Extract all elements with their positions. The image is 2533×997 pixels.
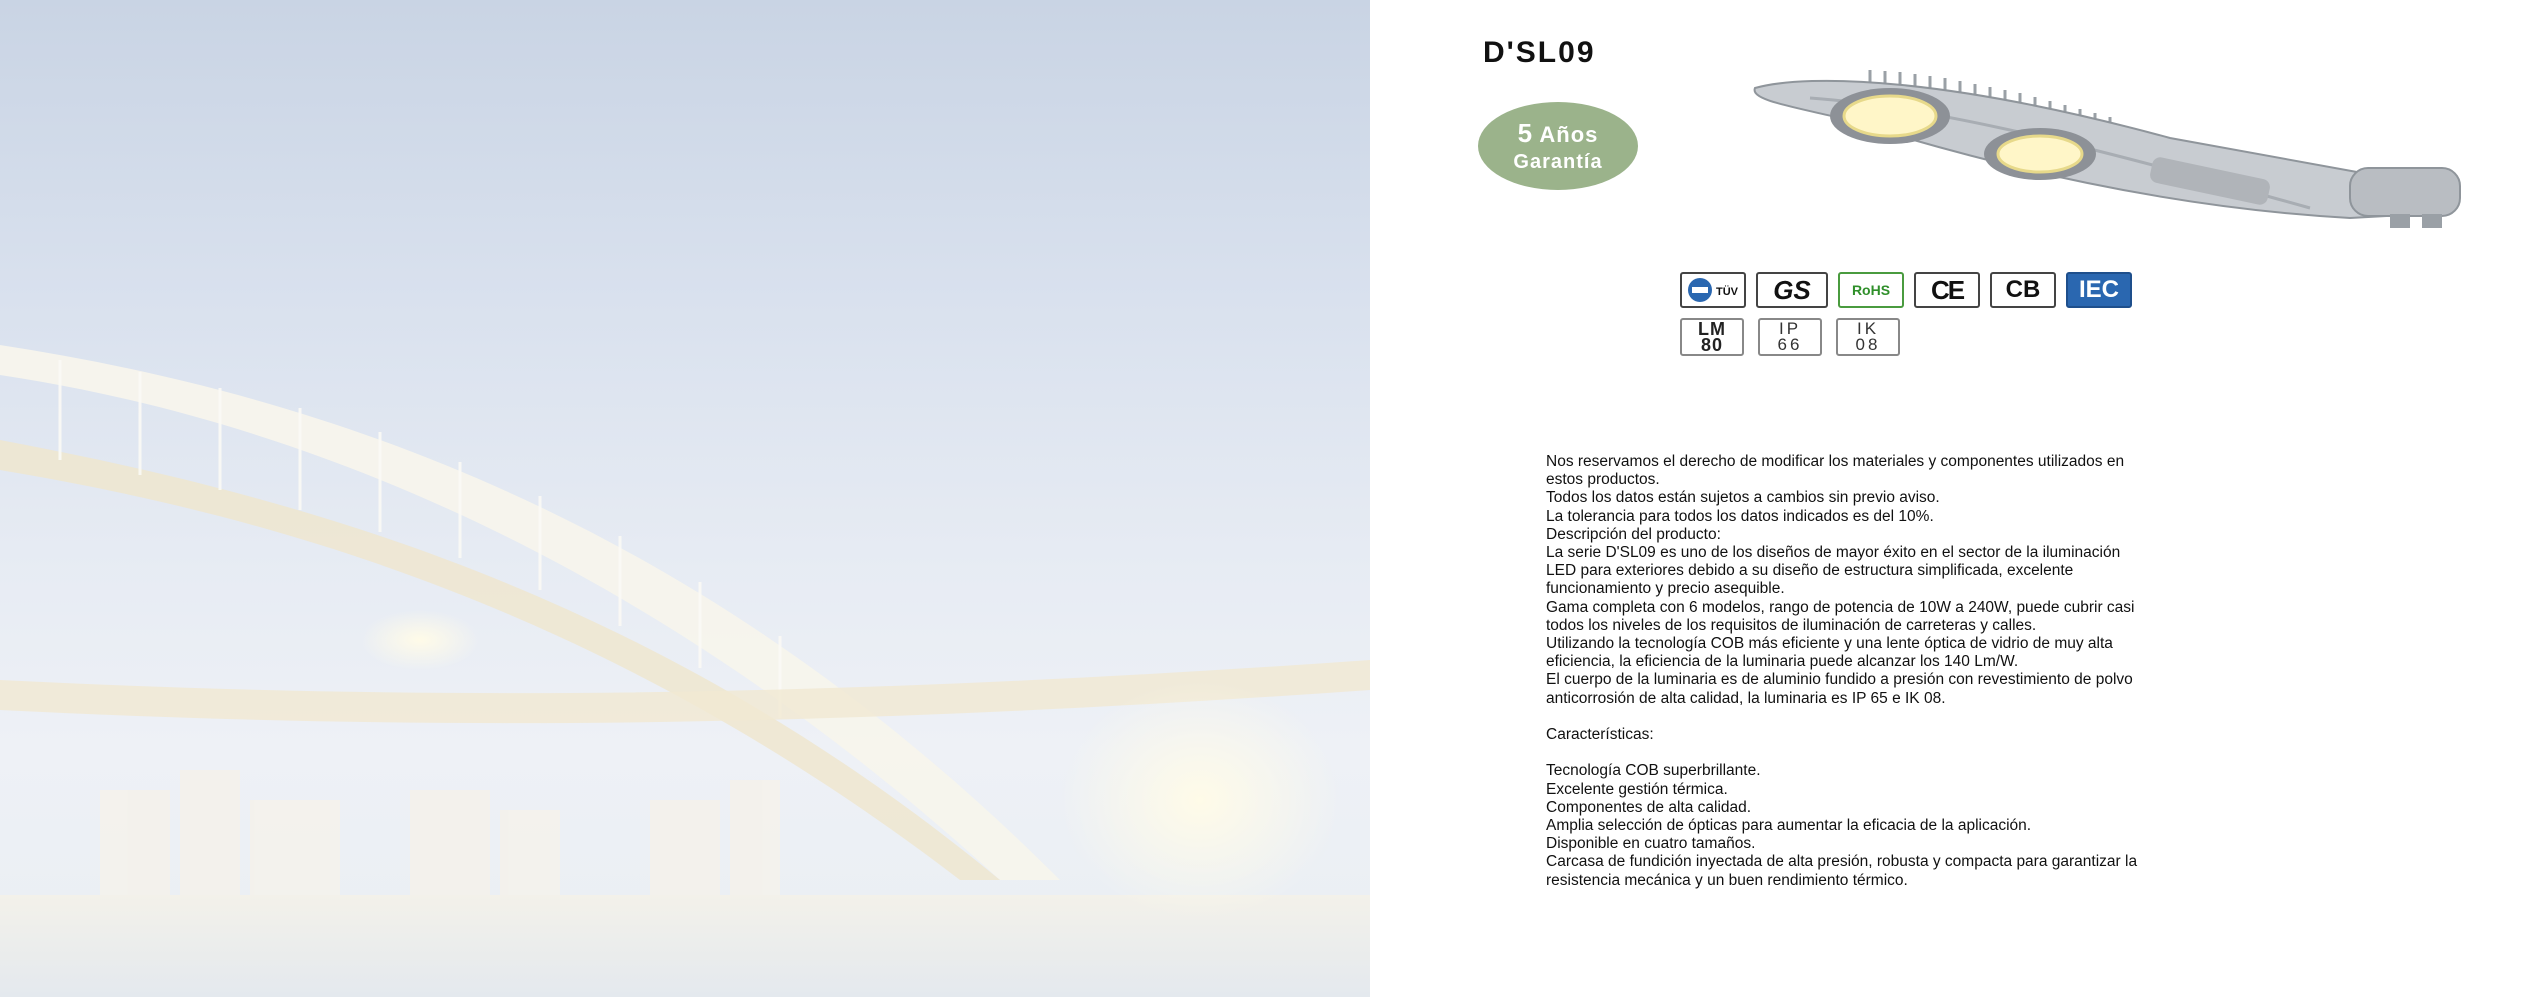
ce-cert-icon bbox=[1914, 272, 1980, 308]
feature-line: Componentes de alta calidad. bbox=[1546, 798, 1752, 816]
feature-line: Tecnología COB superbrillante. bbox=[1546, 762, 1761, 780]
cb-cert-icon bbox=[1990, 272, 2056, 308]
feature-line: Disponible en cuatro tamaños. bbox=[1546, 835, 1756, 853]
warranty-badge bbox=[1478, 102, 1638, 190]
warranty-number: 5 bbox=[1517, 118, 1534, 148]
lm80-cert-bottom: 80 bbox=[1700, 335, 1724, 355]
tuv-cert-label: TÜV bbox=[1716, 286, 1738, 298]
description-line: La tolerancia para todos los datos indicados es del 10%. bbox=[1546, 507, 1934, 525]
ik08-cert-top: IK bbox=[1856, 319, 1880, 338]
certification-row-2 bbox=[1680, 318, 1900, 356]
description-line: funcionamiento y precio asequible. bbox=[1546, 580, 1785, 598]
ip66-cert-top: IP bbox=[1778, 319, 1802, 338]
description-line: anticorrosión de alta calidad, la luminaria es IP 65 e IK 08. bbox=[1546, 689, 1946, 707]
ce-cert-label: CE bbox=[1930, 274, 1964, 305]
feature-line: Excelente gestión térmica. bbox=[1546, 780, 1728, 798]
ik08-cert-icon bbox=[1836, 318, 1900, 356]
description-line: eficiencia, la eficiencia de la luminaria puede alcanzar los 140 Lm/W. bbox=[1546, 653, 2019, 671]
description-line: La serie D'SL09 es uno de los diseños de mayor éxito en el sector de la iluminación bbox=[1546, 544, 2121, 562]
description-line: LED para exteriores debido a su diseño de estructura simplificada, excelente bbox=[1546, 562, 2074, 580]
ip66-cert-bottom: 66 bbox=[1777, 335, 1803, 354]
description-line: Utilizando la tecnología COB más eficiente y una lente óptica de vidrio de muy alta bbox=[1546, 635, 2113, 653]
tuv-cert-icon bbox=[1680, 272, 1746, 308]
certification-row-1 bbox=[1680, 272, 2132, 308]
gs-cert-label: GS bbox=[1773, 274, 1811, 305]
warranty-word: Años bbox=[1539, 122, 1599, 147]
iec-cert-icon bbox=[2066, 272, 2132, 308]
description-line: Todos los datos están sujetos a cambios sin previo aviso. bbox=[1546, 489, 1940, 507]
feature-line: Amplia selección de ópticas para aumentar la eficacia de la aplicación. bbox=[1546, 817, 2032, 835]
feature-line: resistencia mecánica y un buen rendimiento térmico. bbox=[1546, 871, 1908, 889]
gs-cert-icon bbox=[1756, 272, 1828, 308]
features-heading: Características: bbox=[1546, 726, 1654, 744]
rohs-cert-icon bbox=[1838, 272, 1904, 308]
description-line: Nos reservamos el derecho de modificar los materiales y componentes utilizados en bbox=[1546, 453, 2125, 470]
description-line: Gama completa con 6 modelos, rango de potencia de 10W a 240W, puede cubrir casi bbox=[1546, 598, 2135, 616]
iec-cert-label: IEC bbox=[2078, 276, 2119, 303]
description-line: El cuerpo de la luminaria es de aluminio fundido a presión con revestimiento de polvo bbox=[1546, 671, 2133, 689]
lm80-cert-icon bbox=[1680, 318, 1744, 356]
description-line: Descripción del producto: bbox=[1546, 525, 1721, 543]
lm80-cert-top: LM bbox=[1698, 319, 1726, 339]
street-light-image bbox=[1750, 68, 2490, 238]
warranty-label: Garantía bbox=[1513, 151, 1603, 173]
product-model-title: D'SL09 bbox=[1483, 36, 1596, 69]
description-line: todos los niveles de los requisitos de iluminación de carreteras y calles. bbox=[1546, 616, 2037, 634]
ip66-cert-icon bbox=[1758, 318, 1822, 356]
rohs-cert-label: RoHS bbox=[1851, 282, 1891, 298]
product-description bbox=[1546, 453, 2356, 890]
warranty-years bbox=[1478, 118, 1638, 149]
feature-line: Carcasa de fundición inyectada de alta presión, robusta y compacta para garantizar la bbox=[1546, 853, 2138, 871]
cb-cert-label: CB bbox=[2005, 276, 2041, 303]
description-line: estos productos. bbox=[1546, 471, 1660, 489]
ik08-cert-bottom: 08 bbox=[1855, 335, 1881, 354]
